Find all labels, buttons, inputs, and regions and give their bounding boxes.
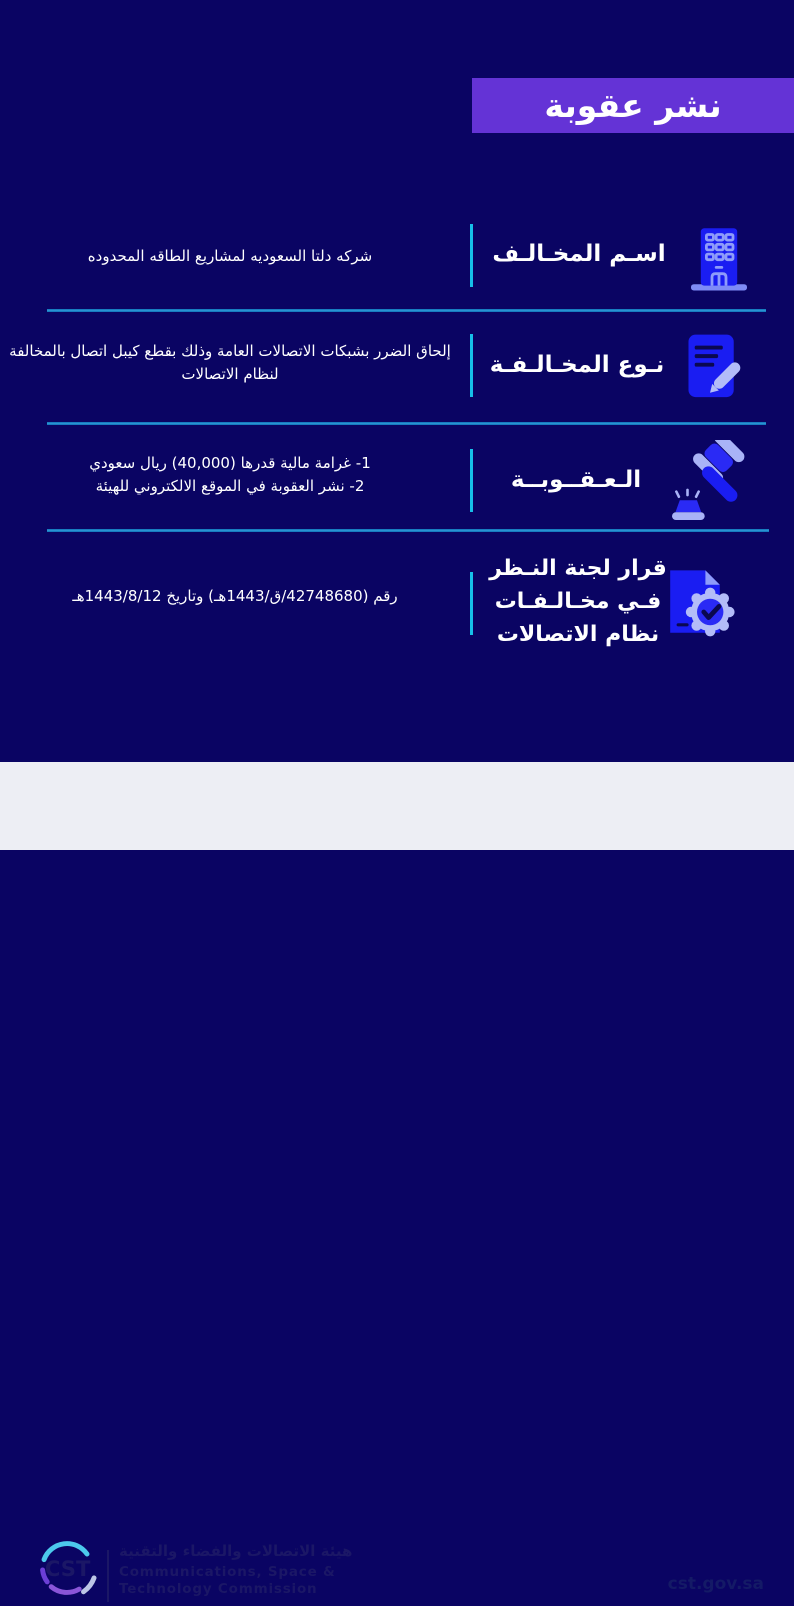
- website-url: cst.gov.sa: [667, 1574, 764, 1594]
- label-violation-type: نـوع المخـالـفـة: [489, 352, 665, 378]
- violator-name-text: شركه دلتا السعوديه لمشاريع الطاقه المحدوده: [87, 247, 373, 265]
- section-divider: [47, 309, 766, 312]
- org-name-english: [119, 1564, 336, 1598]
- cst-logo-acronym: CST: [44, 1555, 91, 1581]
- decision-label-line2: فـي مخـالـفـات: [494, 589, 662, 614]
- org-name-arabic: هيئة الاتصالات والفضاء والتقنية: [119, 1542, 353, 1560]
- decision-label-line1: قرار لجنة النـظر: [489, 556, 667, 581]
- label-violator-name: اسـم المخـالـف: [492, 241, 666, 267]
- accent-divider: [470, 224, 473, 287]
- decision-label-line3: نظام الاتصالات: [496, 622, 660, 647]
- penalty-text: [30, 452, 430, 498]
- violation-type-line1: إلحاق الضرر بشبكات الاتصالات العامة وذلك بقطع كيبل اتصال بالمخالفة: [9, 342, 451, 360]
- document-pen-icon: [676, 330, 754, 408]
- cst-logo: [34, 1534, 100, 1602]
- footer: [0, 762, 794, 1597]
- violation-type-text: [5, 340, 455, 386]
- section-divider: [47, 529, 769, 532]
- penalty-line1: 1- غرامة مالية قدرها (40,000) ريال سعودي: [89, 454, 371, 472]
- penalty-banner: [472, 78, 794, 133]
- accent-divider: [470, 449, 473, 512]
- label-penalty: الـعـقــوبــة: [510, 467, 642, 493]
- banner-title: نشر عقوبة: [544, 86, 722, 125]
- decision-number-text: رقم (42748680/ق/1443هـ) وتاريخ 1443/8/12هـ: [72, 587, 398, 605]
- org-name-english-line2: Technology Commission: [119, 1581, 318, 1597]
- building-icon: [684, 220, 754, 298]
- section-divider: [47, 422, 766, 425]
- label-committee-decision: [480, 552, 676, 651]
- org-name-english-line1: Communications, Space &: [119, 1564, 336, 1580]
- accent-divider: [470, 334, 473, 397]
- violation-type-line2: لنظام الاتصالات: [181, 365, 279, 383]
- accent-divider: [470, 572, 473, 635]
- gavel-icon: [664, 440, 754, 526]
- penalty-line2: 2- نشر العقوبة في الموقع الالكتروني للهيئة: [95, 477, 365, 495]
- footer-logo-separator: [107, 1550, 109, 1602]
